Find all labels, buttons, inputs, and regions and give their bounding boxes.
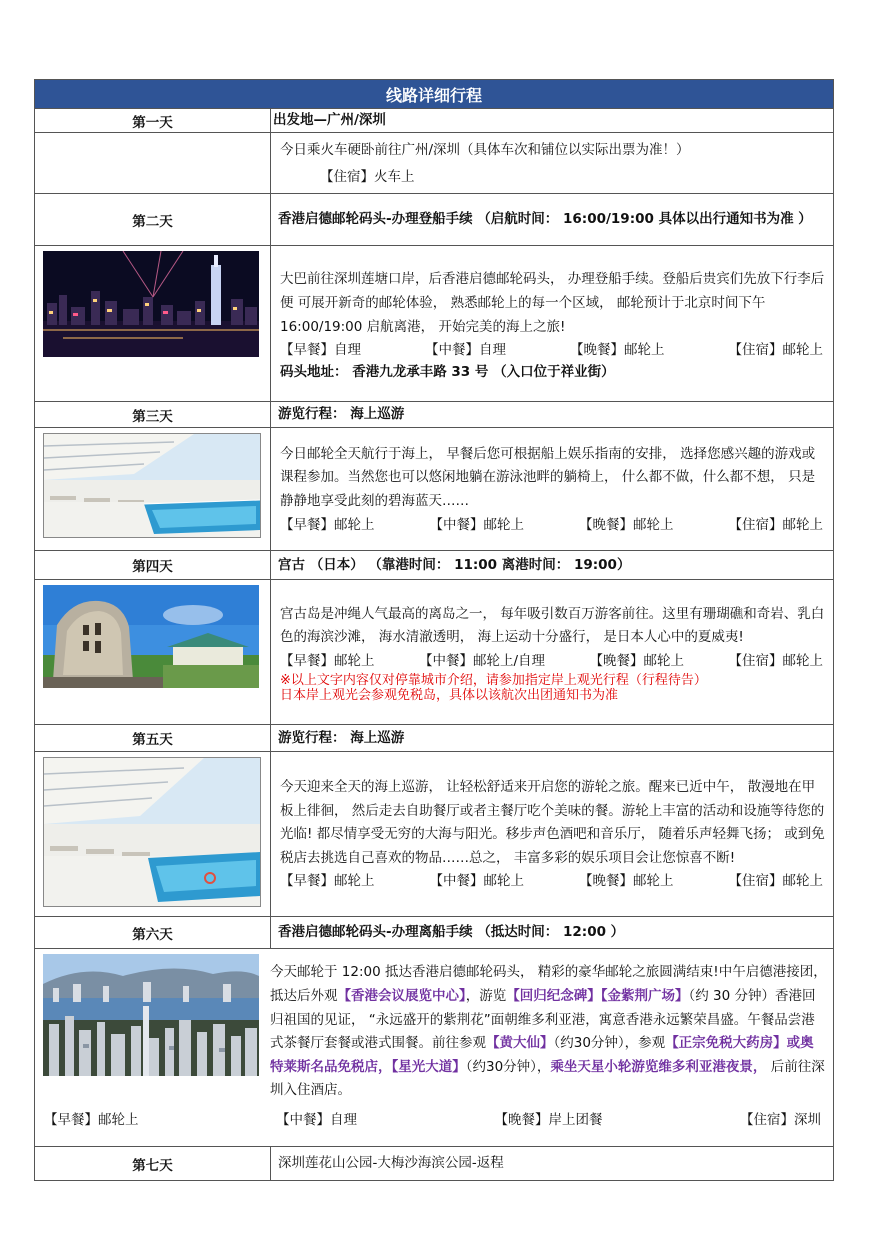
text-segment: 后前往深圳入住酒店。 bbox=[270, 1058, 825, 1099]
day-header-row bbox=[35, 194, 834, 246]
text-segment: ，游览 bbox=[465, 988, 507, 1005]
meal-row bbox=[280, 870, 825, 894]
day-label: 第三天 bbox=[35, 402, 271, 428]
day-header-row bbox=[35, 1147, 834, 1181]
description-text: 今日乘火车硬卧前往广州/深圳（具体车次和铺位以实际出票为准！） bbox=[280, 142, 690, 158]
meal-row bbox=[44, 1103, 827, 1133]
day-detail-row bbox=[35, 752, 834, 917]
lunch-info: 【中餐】邮轮上 bbox=[429, 873, 524, 890]
photo-cell bbox=[35, 246, 271, 402]
day-header: 出发地—广州/深圳 bbox=[271, 109, 834, 133]
description-text bbox=[44, 961, 827, 1103]
day-header: 游览行程： 海上巡游 bbox=[271, 402, 834, 428]
day-detail-row bbox=[35, 133, 834, 194]
day-header: 深圳莲花山公园-大梅沙海滨公园-返程 bbox=[271, 1147, 834, 1181]
lunch-info: 【中餐】邮轮上/自理 bbox=[418, 652, 546, 669]
day6-detail-cell bbox=[35, 949, 834, 1147]
day-header-row bbox=[35, 917, 834, 949]
terminal-address: 码头地址： 香港九龙承丰路 33 号 （入口位于祥业街） bbox=[280, 363, 615, 380]
miyako-stone-monument-photo bbox=[43, 585, 259, 688]
cruise-deck-pool-photo bbox=[43, 433, 261, 538]
day-description bbox=[271, 246, 834, 402]
itinerary-title: 线路详细行程 bbox=[35, 80, 834, 109]
day-header: 游览行程： 海上巡游 bbox=[271, 725, 834, 752]
description-text: 16:00/19:00 启航离港， 开始完美的海上之旅! bbox=[280, 318, 566, 335]
highlight-wong-tai-sin: 【黄大仙】 bbox=[486, 1035, 554, 1052]
day-description bbox=[271, 752, 834, 917]
breakfast-info: 【早餐】邮轮上 bbox=[280, 873, 375, 890]
day-detail-row bbox=[35, 580, 834, 725]
day-detail-row bbox=[35, 246, 834, 402]
victoria-harbour-night-photo bbox=[43, 251, 259, 357]
day-detail-row bbox=[35, 428, 834, 551]
meal-row bbox=[280, 514, 825, 538]
day-label: 第五天 bbox=[35, 725, 271, 752]
dinner-info: 【晚餐】邮轮上 bbox=[579, 516, 674, 533]
stay-text: 【住宿】火车上 bbox=[320, 169, 415, 185]
text-segment: （约30分钟），参观 bbox=[553, 1035, 666, 1052]
photo-cell bbox=[35, 428, 271, 551]
day-header-row bbox=[35, 402, 834, 428]
lodging-info: 【住宿】深圳 bbox=[740, 1111, 821, 1128]
meal-row bbox=[280, 339, 825, 363]
description-text: 大巴前往深圳莲塘口岸，后香港启德邮轮码头， 办理登船手续。登船后贵宾们先放下行李后便 可展开新奇的邮轮体验， 熟悉邮轮上的每一个区域， 邮轮预计于北京时间下午 bbox=[280, 271, 825, 311]
breakfast-info: 【早餐】邮轮上 bbox=[280, 516, 375, 533]
day-header: 香港启德邮轮码头-办理登船手续 （启航时间： 16:00/19:00 具体以出行通知书为准 ） bbox=[271, 194, 834, 246]
lodging-info: 【住宿】邮轮上 bbox=[728, 652, 823, 669]
highlight-monument-square: 【回归纪念碑】【金紫荆广场】 bbox=[506, 988, 689, 1005]
day-label: 第四天 bbox=[35, 551, 271, 580]
day-detail-row bbox=[35, 949, 834, 1147]
highlight-star-ferry: 乘坐天星小轮游览维多利亚港夜景， bbox=[550, 1058, 767, 1075]
day-label: 第六天 bbox=[35, 917, 271, 949]
day-description bbox=[35, 958, 833, 1136]
lunch-info: 【中餐】自理 bbox=[276, 1111, 357, 1128]
dinner-info: 【晚餐】岸上团餐 bbox=[494, 1111, 603, 1128]
highlight-duty-free-avenue: 【正宗免税大药房】或奥特莱斯名品免税店，【星光大道】 bbox=[270, 1035, 814, 1075]
text-segment: （约30分钟）， bbox=[465, 1058, 551, 1075]
day-header-row bbox=[35, 551, 834, 580]
text-segment: 今天邮轮于 12:00 抵达香港启德邮轮码头， 精彩的豪华邮轮之旅圆满结束!中午启德港接团，抵达后外观 bbox=[270, 964, 827, 1005]
breakfast-info: 【早餐】自理 bbox=[280, 342, 361, 359]
description-text: 今天迎来全天的海上巡游， 让轻松舒适来开启您的游轮之旅。醒来已近中午， 散漫地在甲板上徘徊， 然后走去自助餐厅或者主餐厅吃个美味的餐。游轮上丰富的活动和设施等待您的光临! 都尽情享受无穷的大海与阳光。移步声色酒吧和音乐厅， 随着乐声轻舞飞扬； 或到免税店去挑选自己喜欢的物品……总之， 丰富多彩的娱乐项目会让您惊喜不断! bbox=[280, 779, 825, 866]
empty-cell bbox=[35, 133, 271, 194]
dinner-info: 【晚餐】邮轮上 bbox=[579, 873, 674, 890]
highlight-convention-centre: 【香港会议展览中心】 bbox=[337, 988, 466, 1005]
dinner-info: 【晚餐】邮轮上 bbox=[589, 652, 684, 669]
lunch-info: 【中餐】邮轮上 bbox=[429, 516, 524, 533]
day-label: 第七天 bbox=[35, 1147, 271, 1181]
description-text: 宫古岛是冲绳人气最高的离岛之一， 每年吸引数百万游客前往。这里有珊瑚礁和奇岩、乳白色的海滨沙滩， 海水清澈透明， 海上运动十分盛行， 是日本人心中的夏威夷! bbox=[280, 605, 825, 646]
day-description bbox=[271, 133, 834, 194]
dinner-info: 【晚餐】邮轮上 bbox=[570, 342, 665, 359]
breakfast-info: 【早餐】邮轮上 bbox=[44, 1111, 139, 1128]
day-header-row bbox=[35, 725, 834, 752]
text-segment: （约 30 分钟）香港回归祖国的见证， “永远盛开的紫荆花”面朝维多利亚港，寓意香港永远繁荣昌盛。午餐品尝港式茶餐厅套餐或港式围餐。前往参观 bbox=[270, 988, 816, 1052]
day-description bbox=[271, 428, 834, 551]
itinerary-sheet bbox=[34, 79, 834, 1181]
meal-row bbox=[280, 650, 825, 674]
day-description bbox=[271, 580, 834, 725]
description-text: 今日邮轮全天航行于海上， 早餐后您可根据船上娱乐指南的安排， 选择您感兴趣的游戏或课程参加。当然您也可以悠闲地躺在游泳池畔的躺椅上， 什么都不做，什么都不想， 只是静静地享受此刻的碧海蓝天…… bbox=[280, 445, 816, 509]
lunch-info: 【中餐】自理 bbox=[425, 342, 506, 359]
photo-cell bbox=[35, 752, 271, 917]
lodging-info: 【住宿】邮轮上 bbox=[728, 516, 823, 533]
day-label: 第二天 bbox=[35, 194, 271, 246]
day-header: 宫古 （日本） （靠港时间： 11:00 离港时间： 19:00） bbox=[271, 551, 834, 580]
day-header: 香港启德邮轮码头-办理离船手续 （抵达时间： 12:00 ） bbox=[271, 917, 834, 949]
breakfast-info: 【早餐】邮轮上 bbox=[280, 652, 375, 669]
title-row bbox=[35, 80, 834, 109]
duty-free-note: 日本岸上观光会参观免税岛，具体以该航次出团通知书为准 bbox=[280, 688, 619, 704]
day-label: 第一天 bbox=[35, 109, 271, 133]
shore-tour-note: ※以上文字内容仅对停靠城市介绍，请参加指定岸上观光行程（行程待告） bbox=[280, 673, 707, 689]
photo-cell bbox=[35, 580, 271, 725]
day-header-row bbox=[35, 109, 834, 133]
lodging-info: 【住宿】邮轮上 bbox=[728, 873, 823, 890]
cruise-deck-pool-photo bbox=[43, 757, 261, 907]
itinerary-table bbox=[34, 79, 834, 1181]
lodging-info: 【住宿】邮轮上 bbox=[728, 342, 823, 359]
photo-spacer bbox=[44, 961, 270, 1085]
